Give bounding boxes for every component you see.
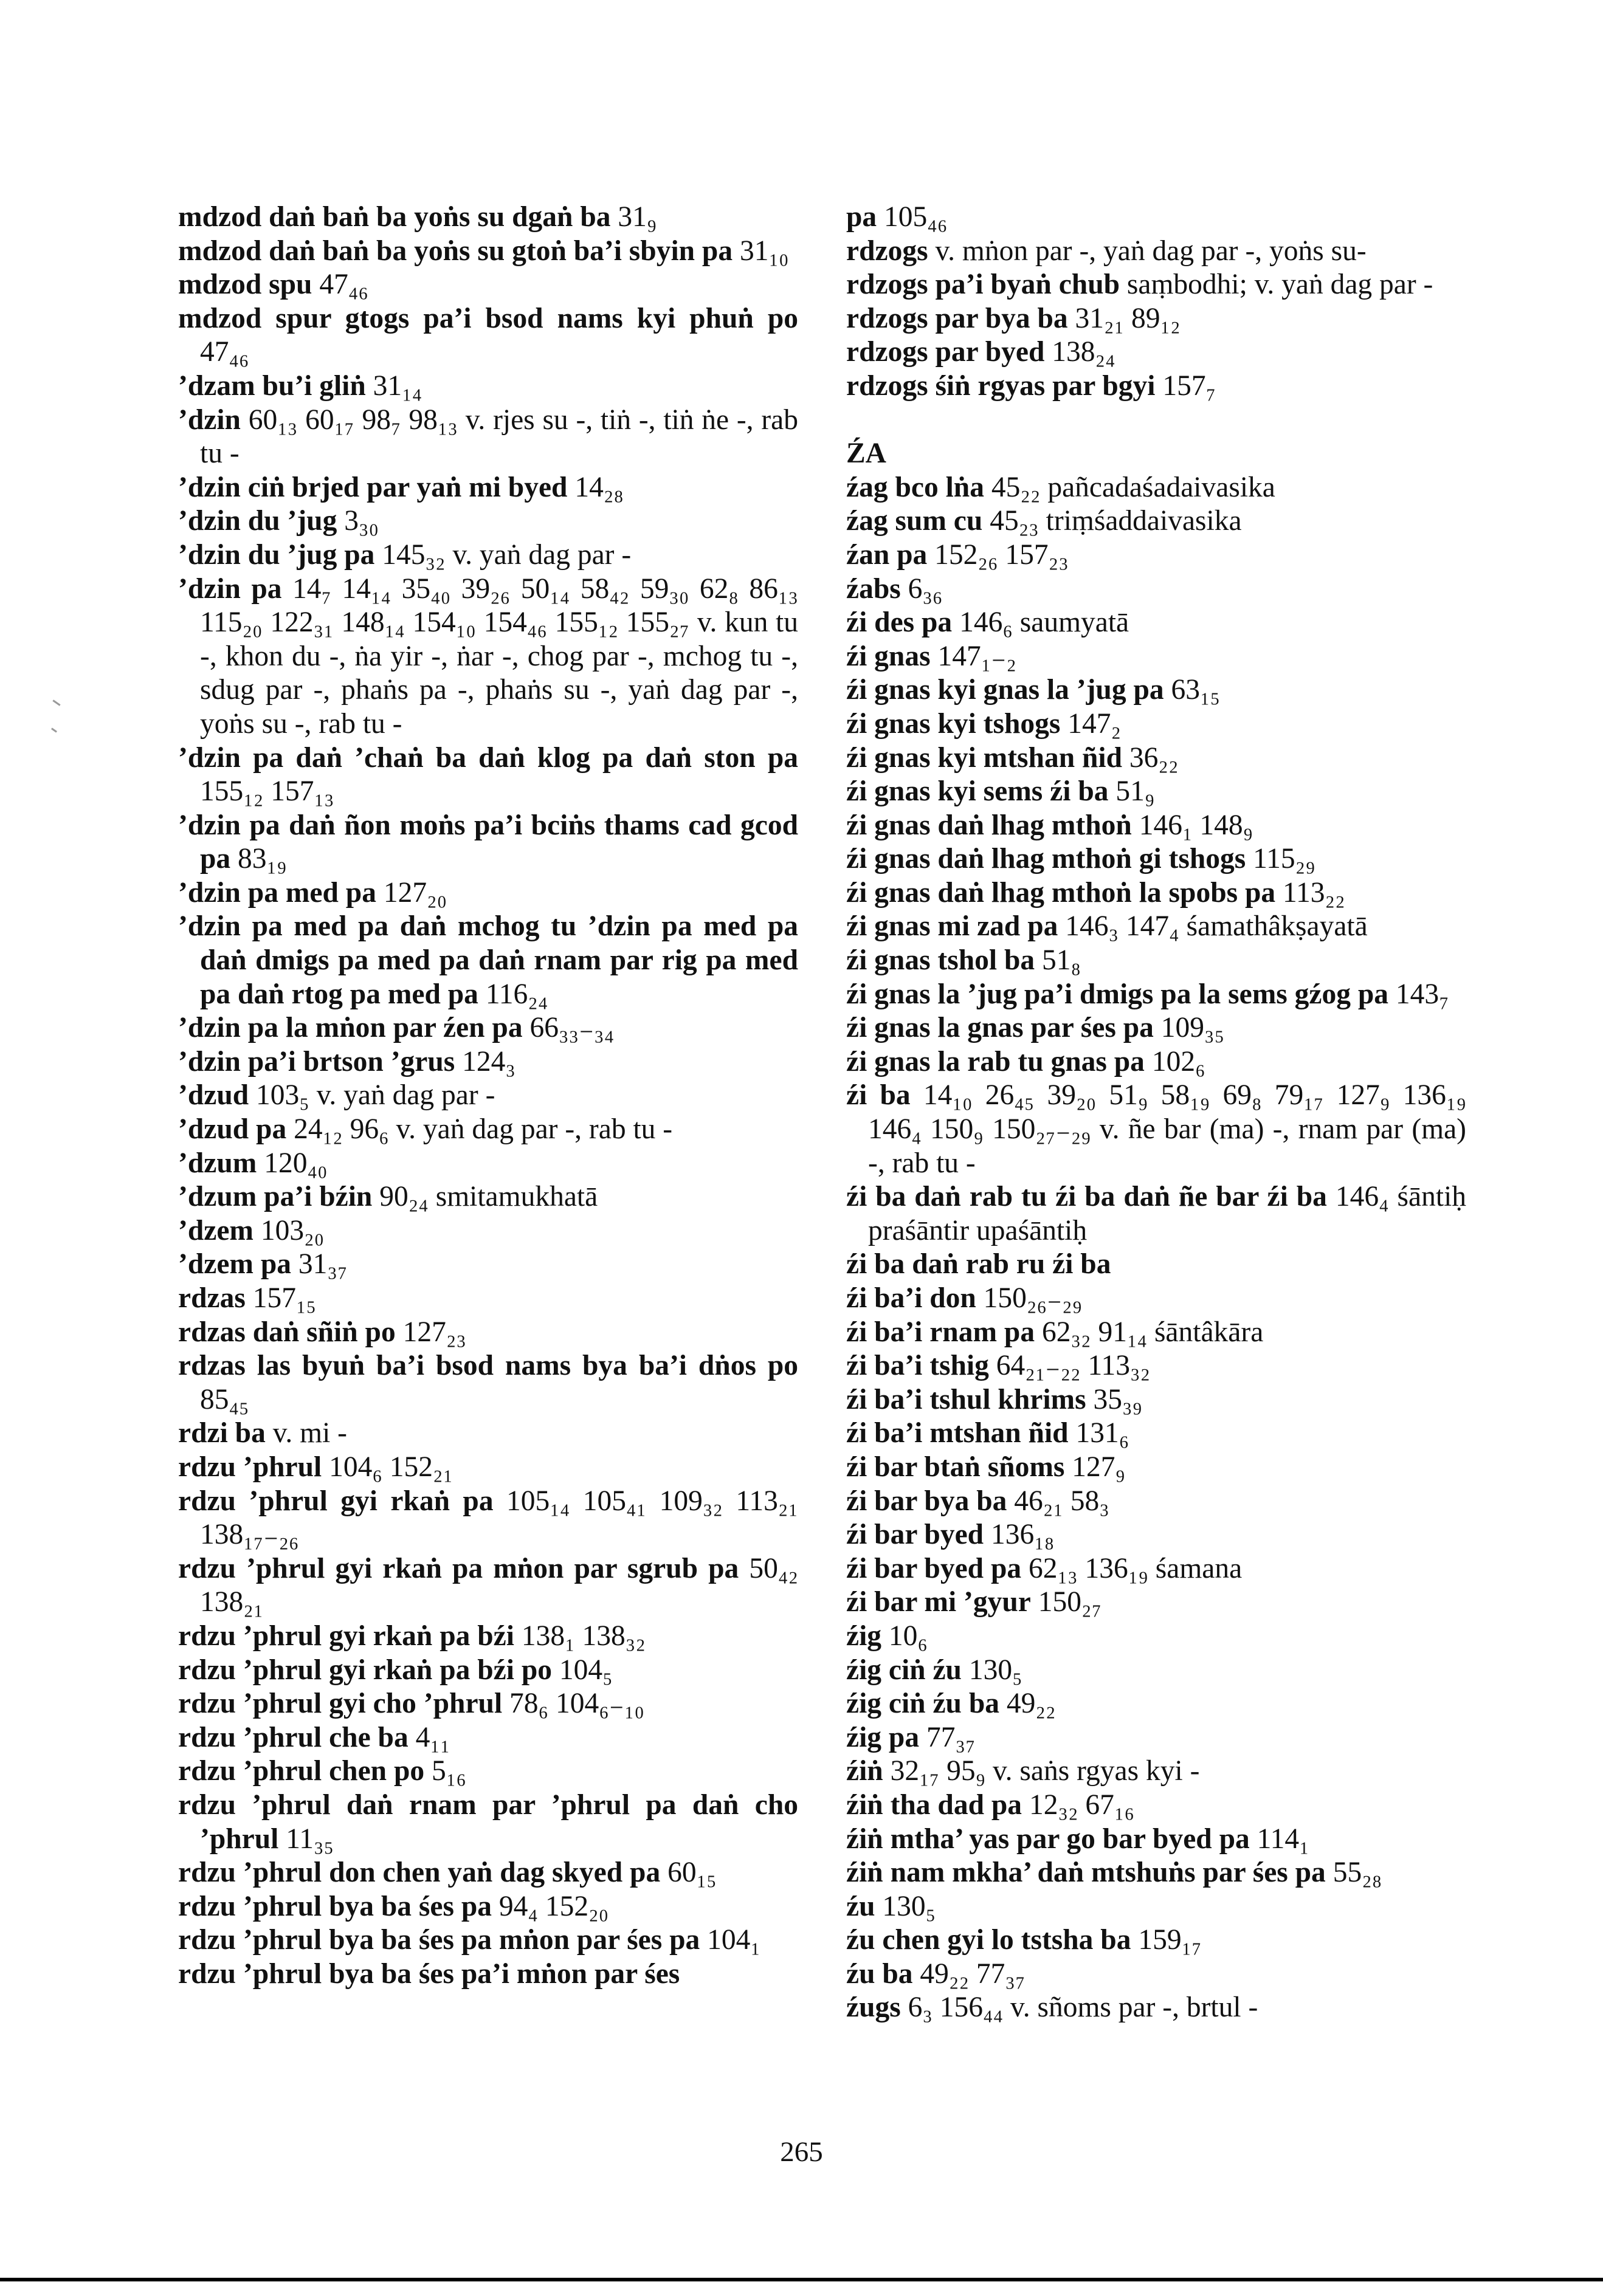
entry-references: 31₂₁ 89₁₂ xyxy=(1075,302,1181,334)
index-entry xyxy=(178,1721,798,1755)
index-entry xyxy=(178,1349,798,1417)
left-column xyxy=(178,201,798,1991)
entry-headword: rdzu ’phrul bya ba śes pa xyxy=(178,1890,492,1922)
entry-headword: źig ciṅ źu xyxy=(846,1654,962,1686)
entry-headword: mdzod spur gtogs pa’i bsod nams kyi phuṅ po xyxy=(178,302,798,334)
entry-headword: ’dzem pa xyxy=(178,1248,292,1280)
entry-headword: źi gnas la gnas par śes pa xyxy=(846,1012,1154,1044)
entry-references: 14₇ 14₁₄ 35₄₀ 39₂₆ 50₁₄ 58₄₂ 59₃₀ 62₈ 86₁₃ 115₂₀ 122₃₁ 148₁₄ 154₁₀ 154₄₆ 155₁₂ 155₂₇ v. kun tu -, khon du -, ṅa yir -, ṅar -, chog par -, mchog tu -, sdug par -, phaṅs pa -, phaṅs su -, yaṅ dag par -, yoṅs su -, rab tu - xyxy=(200,572,798,740)
entry-headword: ’dzum xyxy=(178,1147,257,1179)
entry-headword: źi bar byed xyxy=(846,1519,984,1551)
entry-headword: źi gnas kyi tshogs xyxy=(846,707,1061,740)
entry-references: 138₁ 138₃₂ xyxy=(521,1620,646,1652)
index-entry xyxy=(178,1079,798,1113)
entry-headword: ’dzin ciṅ brjed par yaṅ mi byed xyxy=(178,471,568,503)
entry-references: 83₁₉ xyxy=(238,843,287,875)
entry-headword: źu xyxy=(846,1890,875,1922)
entry-references: 143₇ xyxy=(1395,978,1449,1010)
entry-headword: ’dzin du ’jug pa xyxy=(178,538,375,571)
index-entry xyxy=(846,538,1466,572)
entry-references: 115₂₉ xyxy=(1253,843,1315,875)
index-entry xyxy=(846,1383,1466,1417)
index-entry xyxy=(178,1856,798,1890)
entry-references: 159₁₇ xyxy=(1138,1924,1202,1956)
index-entry xyxy=(846,1552,1466,1586)
entry-references: 105₄₆ xyxy=(884,201,948,233)
index-entry xyxy=(846,775,1466,809)
index-entry xyxy=(178,1180,798,1214)
index-entry xyxy=(178,1890,798,1924)
entry-headword: rdzogs xyxy=(846,235,928,267)
index-entry xyxy=(846,1349,1466,1383)
entry-references: 104₁ xyxy=(707,1924,760,1956)
index-entry xyxy=(846,1282,1466,1316)
entry-headword: ’dzud xyxy=(178,1079,249,1112)
entry-references: 49₂₂ 77₃₇ xyxy=(920,1957,1026,1990)
index-entry xyxy=(846,1991,1466,2025)
entry-headword: źig xyxy=(846,1620,882,1652)
entry-headword: źi ba’i mtshan ñid xyxy=(846,1417,1069,1449)
entry-references: 36₂₂ xyxy=(1129,741,1179,774)
scan-speck xyxy=(51,727,57,732)
index-entry xyxy=(178,741,798,809)
entry-headword: ’dzud pa xyxy=(178,1113,287,1146)
index-entry xyxy=(846,1316,1466,1350)
entry-headword: rdzi ba xyxy=(178,1417,266,1449)
entry-references: 116₂₄ xyxy=(485,978,548,1010)
entry-references: 46₂₁ 58₃ xyxy=(1014,1485,1109,1517)
entry-references: 55₂₈ xyxy=(1332,1857,1382,1889)
entry-headword: rdzogs pa’i byaṅ chub xyxy=(846,269,1120,301)
index-entry xyxy=(846,1248,1466,1282)
entry-headword: źi gnas la ’jug pa’i dmigs pa la sems gźog pa xyxy=(846,978,1389,1010)
index-entry xyxy=(178,1552,798,1620)
index-entry xyxy=(846,268,1466,302)
entry-headword: źag bco lṅa xyxy=(846,471,984,503)
index-entry xyxy=(846,1485,1466,1519)
index-entry xyxy=(846,471,1466,505)
index-entry xyxy=(846,1620,1466,1654)
index-entry xyxy=(178,572,798,741)
entry-references: 45₂₃ triṃśaddaivasika xyxy=(990,505,1242,537)
entry-references: 157₁₅ xyxy=(252,1282,317,1314)
entry-headword: źi gnas tshol ba xyxy=(846,944,1035,977)
entry-references: 94₄ 152₂₀ xyxy=(498,1890,609,1922)
entry-references: 124₃ xyxy=(462,1045,515,1078)
entry-headword: źag sum cu xyxy=(846,505,983,537)
index-entry xyxy=(178,1755,798,1789)
index-entry xyxy=(178,1011,798,1045)
index-entry xyxy=(178,1214,798,1248)
index-entry xyxy=(846,572,1466,607)
index-entry xyxy=(178,910,798,1011)
index-entry xyxy=(846,1687,1466,1721)
entry-references: 114₁ xyxy=(1257,1823,1309,1855)
entry-references: 35₃₉ xyxy=(1093,1383,1143,1415)
index-entry xyxy=(178,1045,798,1079)
entry-headword: rdzu ’phrul gyi rkaṅ pa mṅon par sgrub pa xyxy=(178,1552,739,1584)
entry-headword: ’dzin pa xyxy=(178,572,282,605)
entry-references: 157₇ xyxy=(1162,369,1216,402)
scan-speck xyxy=(52,699,60,706)
entry-references: 31₉ xyxy=(618,201,657,233)
entry-references: 31₁₀ xyxy=(739,235,789,267)
entry-headword: rdzogs par bya ba xyxy=(846,302,1068,334)
entry-references: 77₃₇ xyxy=(926,1721,976,1753)
entry-headword: ’dzin pa med pa xyxy=(178,876,376,909)
entry-references: 136₁₈ xyxy=(990,1519,1055,1551)
entry-references: 60₁₃ 60₁₇ 98₇ 98₁₃ v. rjes su -, tiṅ -, tiṅ ṅe -, rab tu - xyxy=(200,404,798,470)
entry-headword: źi ba’i tshul khrims xyxy=(846,1383,1086,1415)
entry-references: 130₅ xyxy=(882,1890,936,1922)
entry-headword: źi gnas daṅ lhag mthoṅ la spobs pa xyxy=(846,876,1276,909)
entry-headword: źiṅ tha dad pa xyxy=(846,1789,1022,1821)
entry-headword: ’dzam bu’i gliṅ xyxy=(178,369,366,402)
entry-headword: źi des pa xyxy=(846,607,953,639)
entry-references: 60₁₅ xyxy=(667,1857,717,1889)
index-entry xyxy=(178,1113,798,1147)
entry-headword: źi bar bya ba xyxy=(846,1485,1007,1517)
entry-references: 109₃₅ xyxy=(1160,1012,1225,1044)
index-entry xyxy=(178,1316,798,1350)
entry-references: 3₃₀ xyxy=(344,505,379,537)
index-entry xyxy=(178,1620,798,1654)
entry-headword: źi gnas kyi mtshan ñid xyxy=(846,741,1123,774)
entry-headword: rdzogs par byed xyxy=(846,336,1045,368)
index-entry xyxy=(846,1890,1466,1924)
entry-headword: źugs xyxy=(846,1992,901,2024)
entry-headword: źiṅ nam mkha’ daṅ mtshuṅs par śes pa xyxy=(846,1857,1326,1889)
entry-references: 63₁₅ xyxy=(1171,674,1221,706)
entry-references: 24₁₂ 96₆ v. yaṅ dag par -, rab tu - xyxy=(294,1113,673,1146)
entry-headword: źi bar byed pa xyxy=(846,1552,1022,1584)
entry-headword: źiṅ mtha’ yas par go bar byed pa xyxy=(846,1823,1250,1855)
entry-headword: źi ba daṅ rab ru źi ba xyxy=(846,1248,1111,1280)
entry-references: 113₂₂ xyxy=(1283,876,1345,909)
entry-headword: rdzu ’phrul bya ba śes pa’i mṅon par śes xyxy=(178,1957,680,1990)
index-entry xyxy=(846,707,1466,741)
entry-references: 14₂₈ xyxy=(574,471,624,503)
entry-headword: źi ba’i don xyxy=(846,1282,976,1314)
index-entry xyxy=(178,876,798,910)
entry-references: 147₁₋₂ xyxy=(937,640,1016,672)
entry-headword: rdzu ’phrul daṅ rnam par ’phrul pa daṅ cho ’phrul xyxy=(178,1789,798,1855)
entry-headword: źi ba xyxy=(846,1079,911,1112)
entry-headword: źi ba’i rnam pa xyxy=(846,1316,1035,1348)
index-entry xyxy=(846,1789,1466,1823)
entry-references: 103₅ v. yaṅ dag par - xyxy=(256,1079,495,1112)
entry-references: 6₃ 156₄₄ v. sñoms par -, brtul - xyxy=(908,1992,1258,2024)
index-entry xyxy=(178,1789,798,1856)
index-entry xyxy=(178,471,798,505)
entry-headword: źig ciṅ źu ba xyxy=(846,1688,1000,1720)
entry-references: 103₂₀ xyxy=(260,1214,325,1246)
entry-references: 45₂₂ pañcadaśadaivasika xyxy=(991,471,1275,503)
entry-headword: ’dzin xyxy=(178,404,241,436)
entry-references: 104₆ 152₂₁ xyxy=(329,1451,453,1483)
index-entry xyxy=(846,1721,1466,1755)
entry-headword: źan pa xyxy=(846,538,928,571)
entry-headword: mdzod spu xyxy=(178,269,312,301)
entry-references: 127₂₀ xyxy=(383,876,447,909)
entry-headword: źi gnas la rab tu gnas pa xyxy=(846,1045,1145,1078)
entry-references: 11₃₅ xyxy=(286,1823,334,1855)
entry-headword: rdzu ’phrul chen po xyxy=(178,1755,425,1787)
entry-references: 62₁₃ 136₁₉ śamana xyxy=(1029,1552,1243,1584)
entry-references: 145₃₂ v. yaṅ dag par - xyxy=(382,538,632,571)
entry-references: 138₂₄ xyxy=(1052,336,1115,368)
entry-references: 31₁₄ xyxy=(373,369,422,402)
index-entry xyxy=(846,1957,1466,1992)
letter-heading: ŹA xyxy=(846,438,886,470)
entry-headword: rdzu ’phrul gyi cho ’phrul xyxy=(178,1688,503,1720)
index-entry xyxy=(846,1923,1466,1957)
entry-references: 146₃ 147₄ śamathâkṣayatā xyxy=(1065,910,1368,943)
entry-headword: rdzu ’phrul che ba xyxy=(178,1721,409,1753)
index-entry xyxy=(846,842,1466,876)
index-entry xyxy=(846,978,1466,1012)
index-entry xyxy=(846,1045,1466,1079)
entry-headword: źi gnas xyxy=(846,640,931,672)
entry-references: v. mi - xyxy=(272,1417,347,1449)
entry-references: 146₄ śāntiḥ praśāntir upaśāntiḥ xyxy=(868,1181,1467,1246)
index-entry xyxy=(178,1451,798,1485)
index-entry xyxy=(846,1823,1466,1857)
entry-references: 14₁₀ 26₄₅ 39₂₀ 51₉ 58₁₉ 69₈ 79₁₇ 127₉ 136₁₉ 146₄ 150₉ 150₂₇₋₂₉ v. ñe bar (ma) -, rnam par (ma) -, rab tu - xyxy=(868,1079,1467,1179)
right-column-top-entries xyxy=(846,201,1466,404)
entry-references: 10₆ xyxy=(888,1620,928,1652)
index-entry xyxy=(178,538,798,572)
entry-headword: rdzas las byuṅ ba’i bsod nams bya ba’i dṅos po xyxy=(178,1350,798,1382)
entry-references: 47₄₆ xyxy=(200,336,249,368)
entry-references: 127₉ xyxy=(1072,1451,1126,1483)
index-entry xyxy=(178,268,798,302)
index-entry xyxy=(178,369,798,404)
entry-headword: rdzas xyxy=(178,1282,246,1314)
entry-references: 127₂₃ xyxy=(402,1316,466,1348)
index-entry xyxy=(846,504,1466,538)
entry-headword: źiṅ xyxy=(846,1755,883,1787)
entry-headword: źi gnas kyi gnas la ’jug pa xyxy=(846,674,1164,706)
entry-references: 150₂₇ xyxy=(1038,1586,1102,1618)
index-entry xyxy=(846,640,1466,674)
bottom-scan-border xyxy=(0,2278,1603,2281)
entry-headword: rdzu ’phrul gyi rkaṅ pa bźi xyxy=(178,1620,514,1652)
entry-headword: źu ba xyxy=(846,1957,913,1990)
entry-headword: źi bar btaṅ sñoms xyxy=(846,1451,1065,1483)
entry-headword: rdzu ’phrul gyi rkaṅ pa xyxy=(178,1485,494,1517)
index-entry xyxy=(178,1282,798,1316)
index-entry xyxy=(846,741,1466,775)
entry-headword: ’dzin pa daṅ ñon moṅs pa’i bciṅs thams cad gcod pa xyxy=(178,809,798,875)
index-entry xyxy=(846,1518,1466,1552)
entry-references: 64₂₁₋₂₂ 113₃₂ xyxy=(996,1350,1151,1382)
index-entry xyxy=(846,1451,1466,1485)
entry-headword: rdzas daṅ sñiṅ po xyxy=(178,1316,396,1348)
index-entry xyxy=(178,302,798,369)
index-entry xyxy=(178,404,798,471)
entry-references: 130₅ xyxy=(968,1654,1022,1686)
entry-references: 51₈ xyxy=(1042,944,1081,977)
entry-headword: ’dzin pa med pa daṅ mchog tu ’dzin pa med pa daṅ dmigs pa med pa daṅ rnam par rig pa med pa daṅ rtog pa med pa xyxy=(178,910,798,1010)
entry-references: 62₃₂ 91₁₄ śāntâkāra xyxy=(1041,1316,1264,1348)
entry-headword: źi gnas mi zad pa xyxy=(846,910,1058,943)
entry-references: 31₃₇ xyxy=(298,1248,348,1280)
index-entry xyxy=(846,1417,1466,1451)
entry-headword: mdzod daṅ baṅ ba yoṅs su dgaṅ ba xyxy=(178,201,611,233)
entry-headword: pa xyxy=(846,201,877,233)
index-entry xyxy=(846,1586,1466,1620)
index-entry xyxy=(846,809,1466,843)
index-entry xyxy=(846,335,1466,369)
entry-headword: źabs xyxy=(846,572,901,605)
index-entry xyxy=(846,876,1466,910)
index-entry xyxy=(846,673,1466,707)
entry-references: 152₂₆ 157₂₃ xyxy=(934,538,1069,571)
entry-headword: źi ba daṅ rab tu źi ba daṅ ñe bar źi ba xyxy=(846,1181,1327,1213)
entry-headword: rdzu ’phrul xyxy=(178,1451,322,1483)
index-entry xyxy=(846,201,1466,235)
entry-references: saṃbodhi; v. yaṅ dag par - xyxy=(1126,269,1433,301)
entry-references: 78₆ 104₆₋₁₀ xyxy=(509,1688,644,1720)
entry-headword: źi bar mi ’gyur xyxy=(846,1586,1031,1618)
index-entry xyxy=(846,1011,1466,1045)
entry-headword: źi gnas kyi sems źi ba xyxy=(846,775,1109,808)
entry-headword: ’dzem xyxy=(178,1214,253,1246)
entry-headword: rdzu ’phrul gyi rkaṅ pa bźi po xyxy=(178,1654,552,1686)
entry-references: 146₆ saumyatā xyxy=(959,607,1129,639)
right-column xyxy=(846,201,1466,2025)
index-entry xyxy=(846,1180,1466,1248)
entry-headword: rdzogs śiṅ rgyas par bgyi xyxy=(846,369,1156,402)
index-entry xyxy=(178,1485,798,1552)
index-entry xyxy=(846,606,1466,640)
entry-headword: rdzu ’phrul don chen yaṅ dag skyed pa xyxy=(178,1857,661,1889)
entry-references: 131₆ xyxy=(1075,1417,1129,1449)
entry-references: 146₁ 148₉ xyxy=(1139,809,1253,841)
index-entry xyxy=(178,235,798,269)
entry-headword: ’dzin pa la mṅon par źen pa xyxy=(178,1012,523,1044)
entry-references: 50₄₂ 138₂₁ xyxy=(200,1552,799,1618)
index-entry xyxy=(846,369,1466,404)
entry-references: 47₄₆ xyxy=(319,269,368,301)
index-entry xyxy=(178,1687,798,1721)
entry-references: 120₄₀ xyxy=(264,1147,328,1179)
index-entry xyxy=(178,809,798,876)
index-entry xyxy=(178,504,798,538)
page-number: 265 xyxy=(780,2136,823,2168)
entry-references: 49₂₂ xyxy=(1006,1688,1056,1720)
entry-references: 51₉ xyxy=(1115,775,1155,808)
entry-references: 85₄₅ xyxy=(200,1383,249,1415)
entry-headword: ’dzum pa’i bźin xyxy=(178,1181,373,1213)
entry-headword: mdzod daṅ baṅ ba yoṅs su gtoṅ ba’i sbyin pa xyxy=(178,235,733,267)
entry-references: 102₆ xyxy=(1151,1045,1205,1078)
index-entry xyxy=(846,235,1466,269)
entry-references: 90₂₄ smitamukhatā xyxy=(379,1181,598,1213)
index-entry xyxy=(178,1417,798,1451)
entry-references: 105₁₄ 105₄₁ 109₃₂ 113₂₁ 138₁₇₋₂₆ xyxy=(200,1485,799,1551)
index-entry xyxy=(846,1079,1466,1180)
entry-headword: rdzu ’phrul bya ba śes pa mṅon par śes pa xyxy=(178,1924,700,1956)
index-entry xyxy=(178,1654,798,1688)
index-entry xyxy=(178,1248,798,1282)
entry-headword: źig pa xyxy=(846,1721,920,1753)
index-entry xyxy=(846,944,1466,978)
entry-references: 66₃₃₋₃₄ xyxy=(529,1012,615,1044)
entry-references: 147₂ xyxy=(1067,707,1122,740)
index-entry xyxy=(846,1654,1466,1688)
entry-headword: źi gnas daṅ lhag mthoṅ gi tshogs xyxy=(846,843,1246,875)
entry-headword: ’dzin du ’jug xyxy=(178,505,337,537)
entry-references: 150₂₆₋₂₉ xyxy=(983,1282,1083,1314)
entry-references: 4₁₁ xyxy=(415,1721,450,1753)
index-entry xyxy=(178,1957,798,1992)
index-entry xyxy=(178,1147,798,1181)
entry-references: 104₅ xyxy=(559,1654,613,1686)
entry-headword: źu chen gyi lo tstsha ba xyxy=(846,1924,1131,1956)
entry-references: 32₁₇ 95₉ v. saṅs rgyas kyi - xyxy=(890,1755,1200,1787)
index-entry xyxy=(846,910,1466,944)
entry-references: v. mṅon par -, yaṅ dag par -, yoṅs su- xyxy=(935,235,1367,267)
entry-references: 12₃₂ 67₁₆ xyxy=(1029,1789,1135,1821)
right-column-entries xyxy=(846,471,1466,2025)
entry-references: 5₁₆ xyxy=(432,1755,466,1787)
entry-headword: źi ba’i tshig xyxy=(846,1350,989,1382)
index-entry xyxy=(178,1923,798,1957)
entry-headword: ’dzin pa daṅ ’chaṅ ba daṅ klog pa daṅ ston pa xyxy=(178,741,798,774)
entry-references: 155₁₂ 157₁₃ xyxy=(200,775,334,808)
index-entry xyxy=(178,201,798,235)
entry-references: 6₃₆ xyxy=(908,572,943,605)
entry-headword: ’dzin pa’i brtson ’grus xyxy=(178,1045,455,1078)
entry-headword: źi gnas daṅ lhag mthoṅ xyxy=(846,809,1132,841)
index-entry xyxy=(846,1856,1466,1890)
index-entry xyxy=(846,1755,1466,1789)
index-entry xyxy=(846,302,1466,336)
